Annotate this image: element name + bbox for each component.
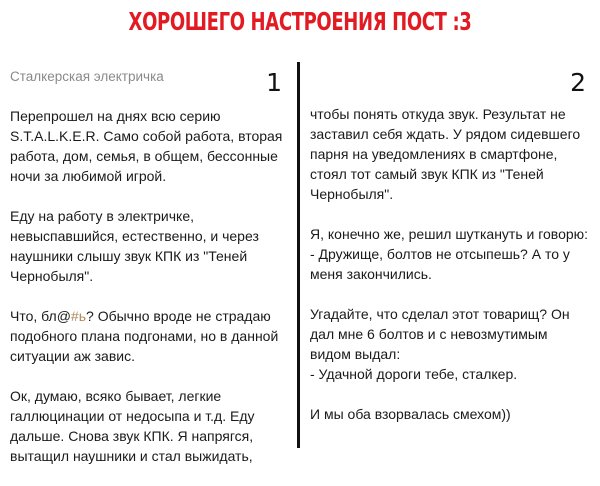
- paragraph: чтобы понять откуда звук. Результат не заставил себя ждать. У рядом сидевшего парня на уведомлениях в смартфоне, стоял тот самый звук КПК из "Теней Чернобыля".: [310, 106, 581, 202]
- paragraph: И мы оба взорвалась смехом)): [310, 406, 511, 422]
- censored-word: Что, бл@#ь: [10, 308, 87, 324]
- censor-symbols: #ь: [70, 308, 87, 324]
- paragraph: Что, бл@#ь? Обычно вроде не страдаю подобного плана подгонами, но в данной ситуации аж завис.: [10, 308, 279, 364]
- paragraph: Угадайте, что сделал этот товарищ? Он дал мне 6 болтов и с невозмутимым видом выдал: - Удачной дороги тебе, сталкер.: [310, 306, 570, 382]
- page-right: [310, 60, 592, 450]
- column-divider: [297, 62, 300, 448]
- page-left: [10, 60, 292, 464]
- paragraph: Я, конечно же, решил шуткануть и говорю: - Дружище, болтов не отсыпешь? А то у меня закончились.: [310, 226, 589, 282]
- page-number-right: 2: [570, 68, 586, 97]
- post-title: Сталкерская электричка: [10, 69, 164, 84]
- paragraph: Ок, думаю, всяко бывает, легкие галлюцинации от недосыпа и т.д. Еду дальше. Снова звук КПК. Я напрягся, вытащил наушники и стал выжидать,: [10, 388, 255, 464]
- paragraph: Перепрошел на днях всю серию S.T.A.L.K.E.R. Само собой работа, вторая работа, дом, семья, в общем, бессонные ночи за любимой игрой.: [10, 108, 283, 184]
- post-body-right: [310, 104, 592, 444]
- page-headline: ХОРОШЕГО НАСТРОЕНИЯ ПОСТ :3: [128, 7, 472, 36]
- post-body-left: [10, 106, 292, 486]
- page-number-left: 1: [266, 68, 282, 97]
- paragraph: Еду на работу в электричке, невыспавшийся, естественно, и через наушники слышу звук КПК из "Теней Чернобыля".: [10, 208, 259, 284]
